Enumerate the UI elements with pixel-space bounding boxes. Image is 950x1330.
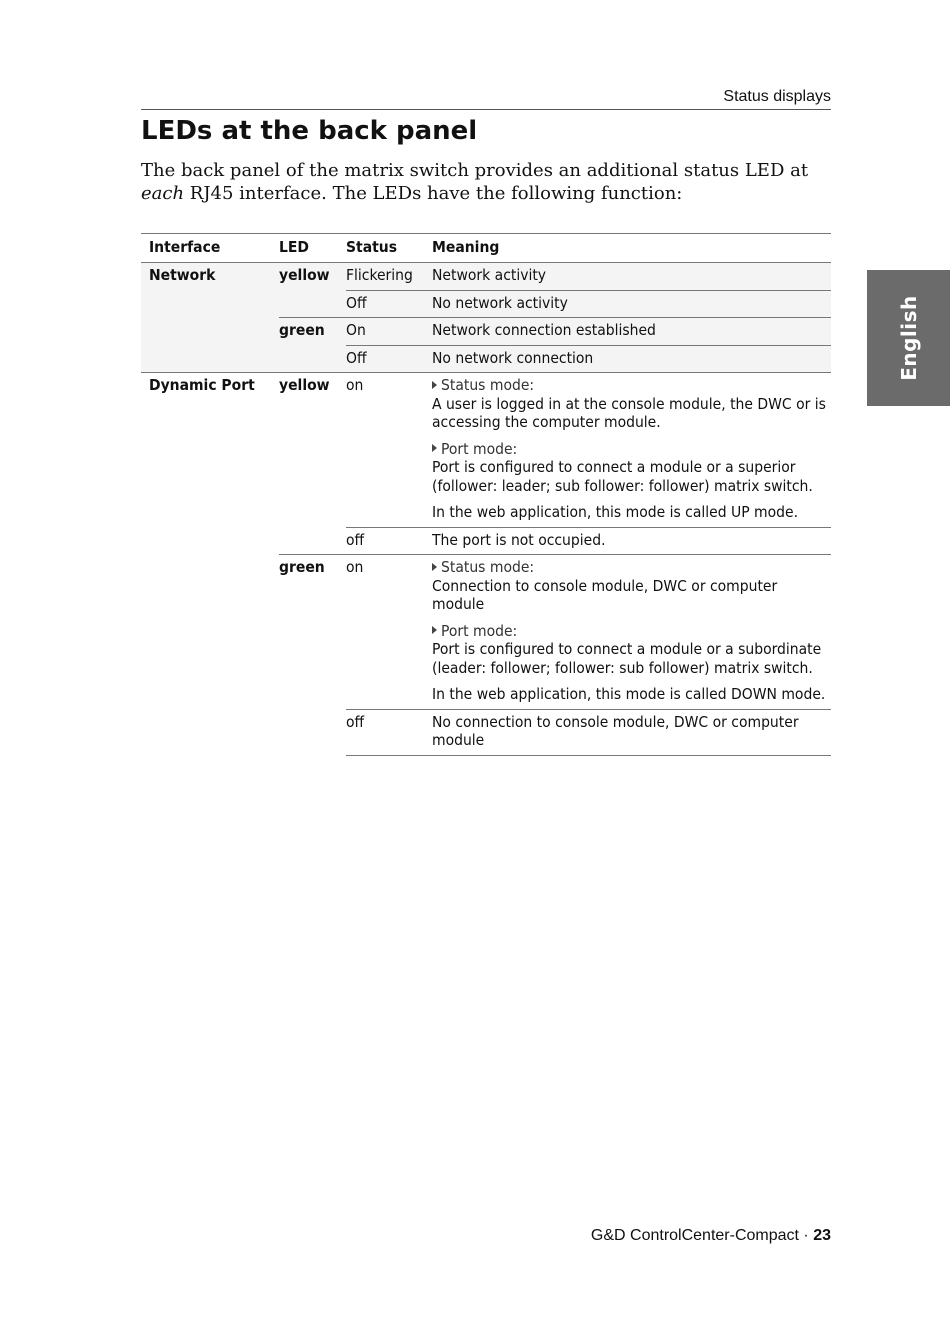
led-network-green: green <box>279 318 346 373</box>
port-mode-text: Port is configured to connect a module or a subordinate (leader: follower; follower: sub follower) matrix switch. <box>432 640 822 677</box>
meaning-cell <box>432 555 831 710</box>
led-network-yellow: yellow <box>279 263 346 318</box>
intro-paragraph <box>141 159 833 205</box>
bullet-arrow-icon <box>432 444 437 452</box>
meaning-cell: Network connection established <box>432 318 831 346</box>
intro-emphasis: each <box>141 183 185 204</box>
port-mode-label: Port mode: <box>432 440 831 459</box>
intro-part2: RJ45 interface. The LEDs have the following function: <box>184 183 683 204</box>
led-table <box>141 233 831 756</box>
header-led: LED <box>279 234 346 263</box>
status-mode-label: Status mode: <box>432 376 831 395</box>
status-mode-text: Connection to console module, DWC or computer module <box>432 576 778 613</box>
interface-network: Network <box>141 263 279 373</box>
bullet-arrow-icon <box>432 381 437 389</box>
port-mode-text: Port is configured to connect a module or a superior (follower: leader; sub follower: follower) matrix switch. <box>432 458 813 495</box>
port-mode-label: Port mode: <box>432 622 831 641</box>
status-mode-label: Status mode: <box>432 558 831 577</box>
meaning-cell: No network connection <box>432 345 831 373</box>
footer-product: G&D ControlCenter-Compact · <box>590 1227 814 1244</box>
bullet-arrow-icon <box>432 626 437 634</box>
language-tab-label: English <box>896 295 921 381</box>
page-footer <box>591 1227 831 1245</box>
status-cell: Flickering <box>346 263 432 291</box>
led-dynamic-green: green <box>279 555 346 756</box>
meaning-cell: No network activity <box>432 290 831 318</box>
web-note: In the web application, this mode is called DOWN mode. <box>432 685 826 703</box>
running-header: Status displays <box>723 88 831 105</box>
status-cell: Off <box>346 345 432 373</box>
status-cell: on <box>346 373 432 528</box>
meaning-cell: No connection to console module, DWC or computer module <box>432 709 831 755</box>
intro-part1: The back panel of the matrix switch provides an additional status LED at <box>141 160 809 181</box>
status-cell: Off <box>346 290 432 318</box>
header-meaning: Meaning <box>432 234 831 263</box>
interface-dynamic-port: Dynamic Port <box>141 373 279 756</box>
status-cell: off <box>346 709 432 755</box>
status-cell: off <box>346 527 432 555</box>
header-status: Status <box>346 234 432 263</box>
header-interface: Interface <box>141 234 279 263</box>
status-mode-text: A user is logged in at the console module, the DWC or is accessing the computer module. <box>432 394 826 431</box>
status-cell: On <box>346 318 432 346</box>
header-rule <box>141 109 831 110</box>
status-cell: on <box>346 555 432 710</box>
page-number: 23 <box>813 1227 831 1244</box>
language-tab <box>867 270 950 406</box>
table-row <box>141 373 831 528</box>
web-note: In the web application, this mode is called UP mode. <box>432 503 799 521</box>
table-row <box>141 263 831 291</box>
meaning-cell: Network activity <box>432 263 831 291</box>
bullet-arrow-icon <box>432 563 437 571</box>
meaning-cell <box>432 373 831 528</box>
table-header-row <box>141 234 831 263</box>
led-dynamic-yellow: yellow <box>279 373 346 555</box>
meaning-cell: The port is not occupied. <box>432 527 831 555</box>
page-title: LEDs at the back panel <box>141 116 478 146</box>
